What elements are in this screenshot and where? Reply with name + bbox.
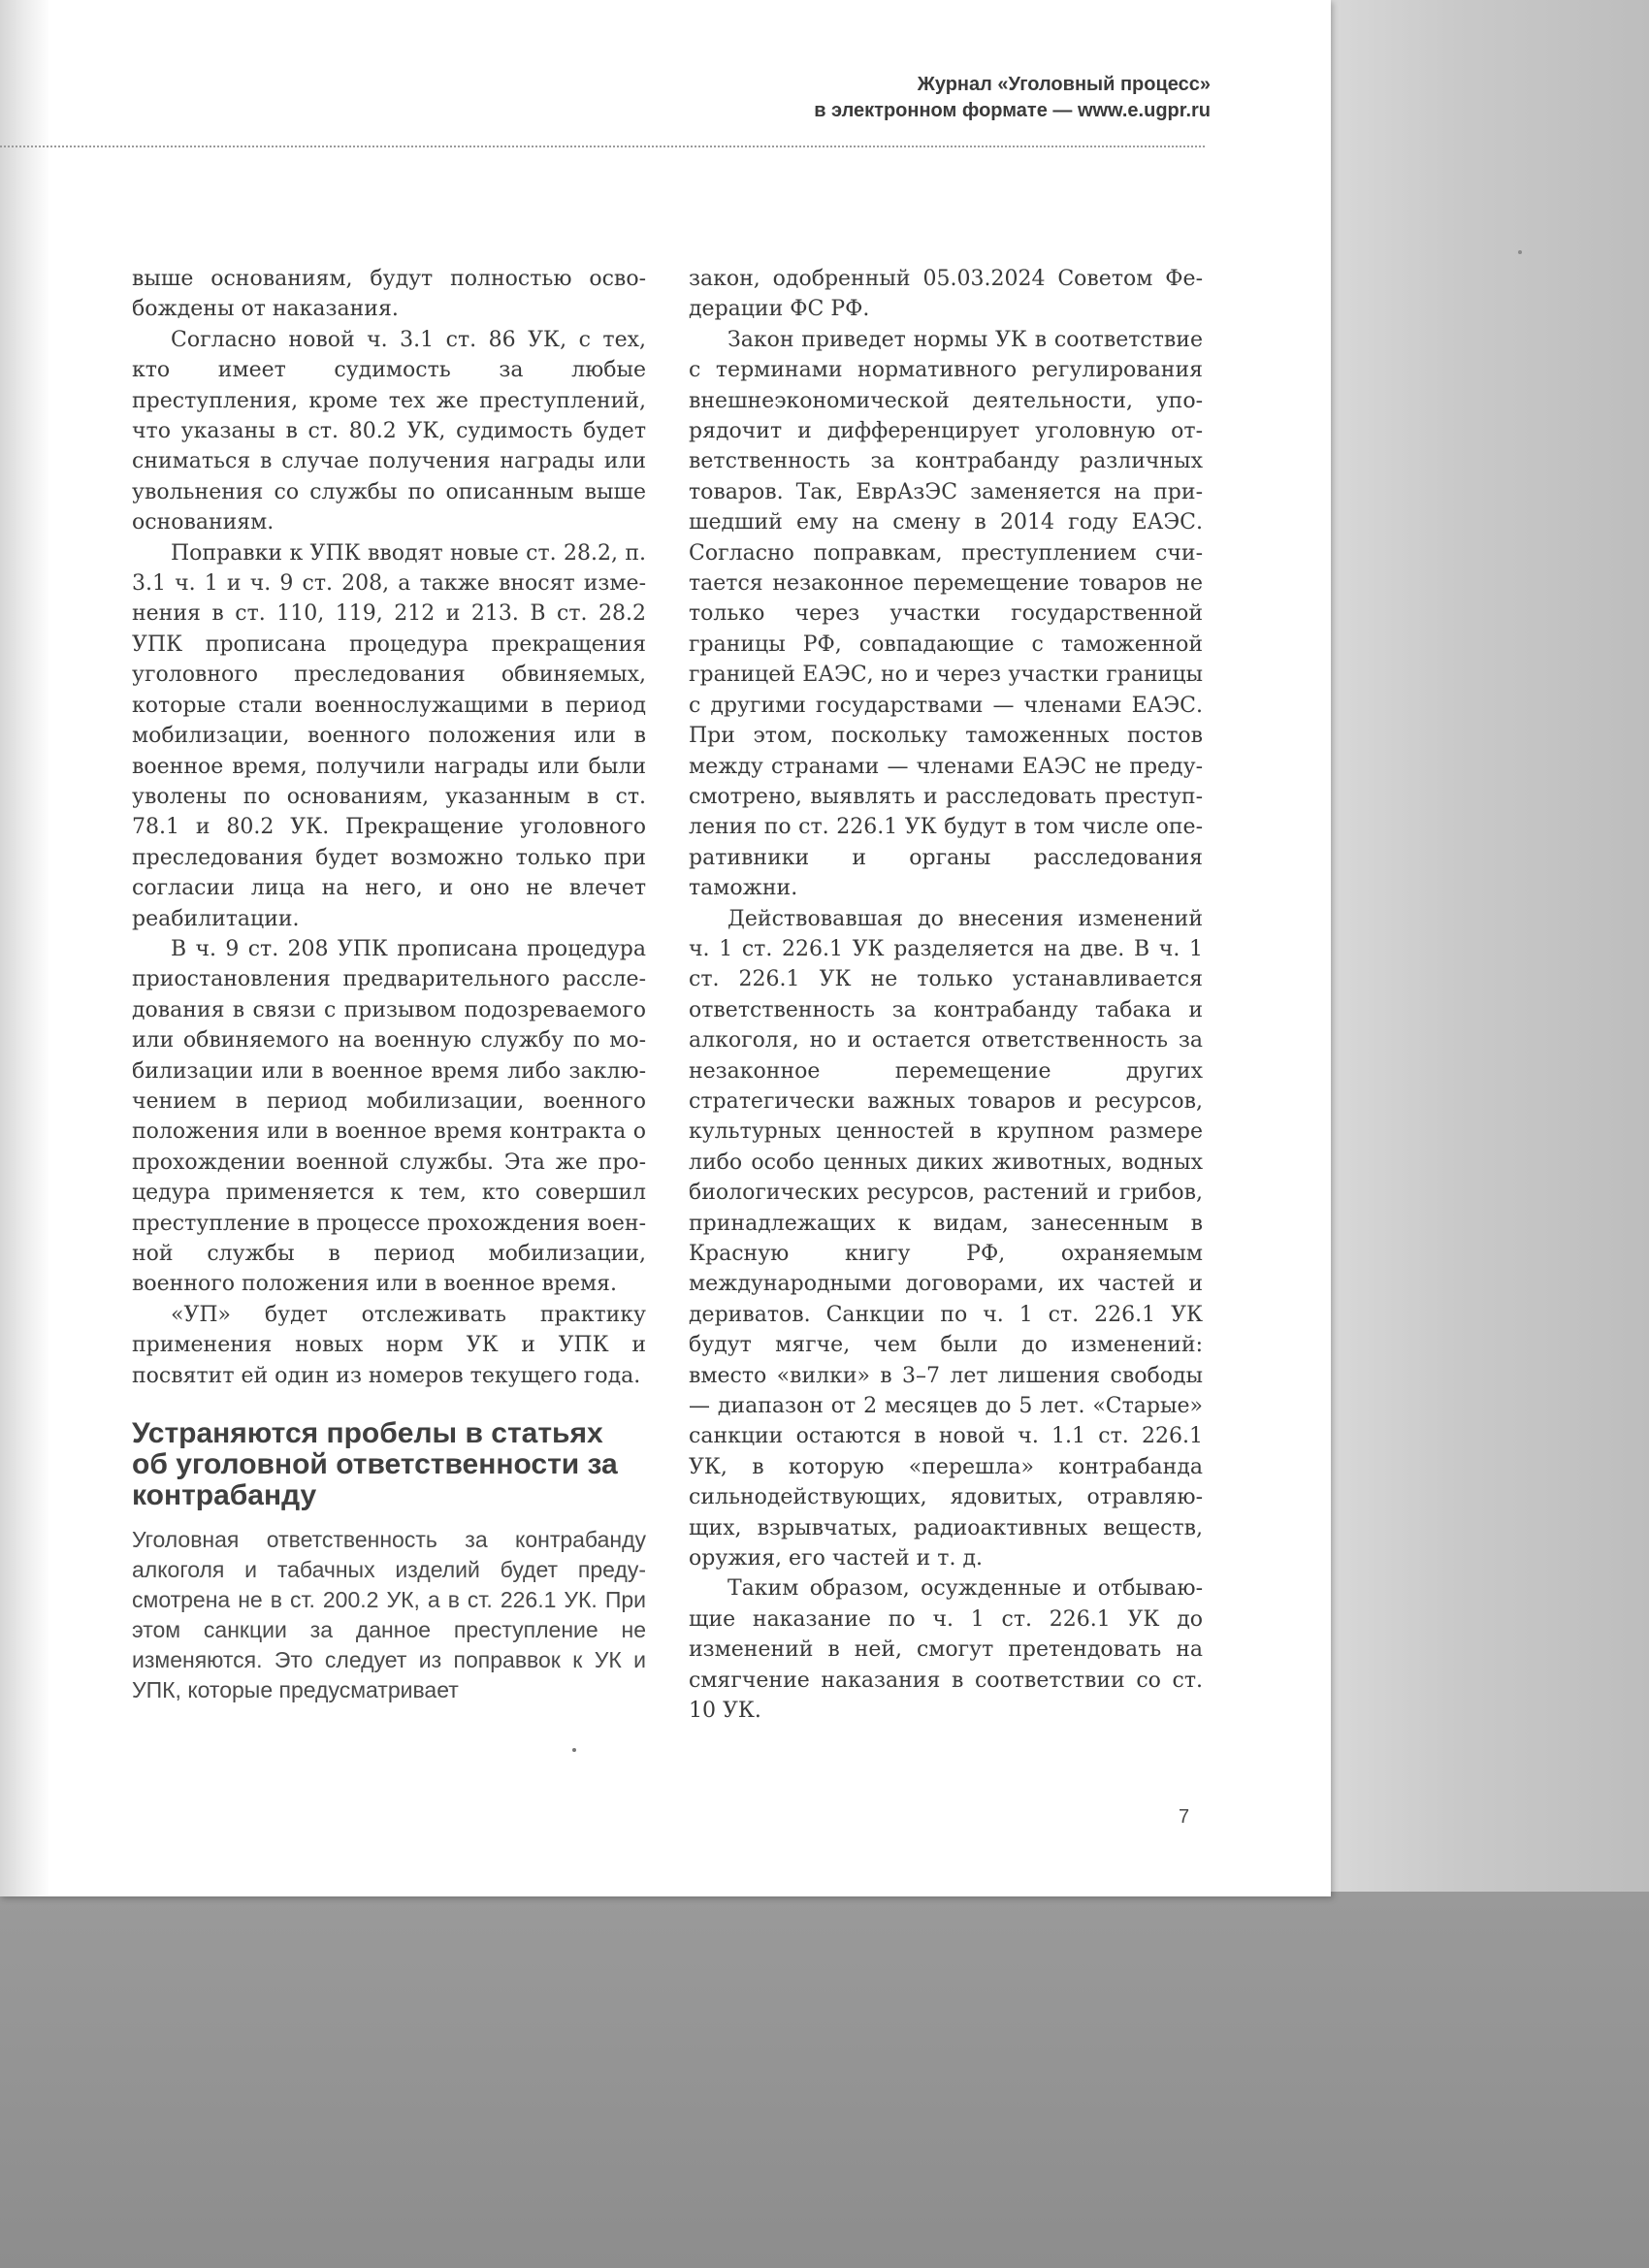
scan-speck: [572, 1748, 576, 1752]
paragraph: Поправки к УПК вводят новые ст. 28.2, п. 3.1 ч. 1 и ч. 9 ст. 208, а также вносят изменения в ст. 110, 119, 212 и 213. В ст. 28.2 УПК прописана процедура прекращения уголовного преследования обвиняемых, которые стали военнослужащими в период мобилизации, военного положения или в военное время, получили награды или были уволены по основаниям, указанным в ст. 78.1 и 80.2 УК. Прекращение уголовного преследования будет возможно только при согласии лица на него, и оно не влечет реабилитации.: [132, 540, 646, 931]
paragraph: Закон приведет нормы УК в соответствие с терминами нормативного регулирования внешнеэкономической деятельности, упорядочит и дифференцирует уголовную ответственность за контрабанду различных товаров. Так, ЕврАзЭС заменяется на пришедший ему на смену в 2014 году ЕАЭС. Согласно поправкам, преступлением считается незаконное перемещение товаров не только через участки государственной границы РФ, совпадающие с таможенной границей ЕАЭС, но и через участки границы с другими государствами — членами ЕАЭС. При этом, поскольку таможенных постов между странами — членами ЕАЭС не предусмотрено, выявлять и расследовать преступления по ст. 226.1 УК будут в том числе оперативники и органы расследования таможни.: [689, 327, 1203, 901]
scanner-background-right: [1329, 0, 1649, 1901]
paragraph: В ч. 9 ст. 208 УПК прописана процедура приостановления предварительного расследования в связи с призывом подозреваемого или обвиняемого на военную службу по мобилизации или в военное время либо заключением в период мобилизации, военного положения или в военное время контракта о прохождении военной службы. Эта же процедура применяется к тем, кто совершил преступление в процессе прохождения военной службы в период мобилизации, военного положения или в военное время.: [132, 936, 646, 1297]
paragraph: Согласно новой ч. 3.1 ст. 86 УК, с тех, кто имеет судимость за любые преступления, кроме тех же преступлений, что указаны в ст. 80.2 УК, судимость будет сниматься в случае получения награды или увольнения со службы по описанным выше основаниям.: [132, 327, 646, 535]
right-column: [689, 264, 1203, 1727]
paragraph: выше основаниям, будут полностью освобождены от наказания.: [132, 267, 646, 322]
paragraph: Действовавшая до внесения изменений ч. 1 ст. 226.1 УК разделяется на две. В ч. 1 ст. 226.1 УК не только устанавливается ответственность за контрабанду табака и алкоголя, но и остается ответственность за незаконное перемещение других стратегически важных товаров и ресурсов, культурных ценностей в крупном размере либо особо ценных диких животных, водных биологических ресурсов, растений и грибов, принадлежащих к видам, занесенным в Красную книгу РФ, охраняемым международными договорами, их частей и дериватов. Санкции по ч. 1 ст. 226.1 УК будут мягче, чем были до изменений: вместо «вилки» в 3–7 лет лишения свободы — диапазон от 2 месяцев до 5 лет. «Старые» санкции остаются в новой ч. 1.1 ст. 226.1 УК, в которую «перешла» контрабанда сильнодействующих, ядовитых, отравляющих, взрывчатых, радиоактивных веществ, оружия, его частей и т. д.: [689, 906, 1203, 1571]
scan-speck: [1518, 250, 1522, 254]
header-divider: [0, 146, 1205, 147]
running-header: [814, 72, 1211, 124]
page-number: 7: [1179, 1806, 1190, 1828]
journal-title: Журнал «Уголовный процесс»: [917, 74, 1211, 95]
left-column: [132, 264, 646, 1705]
scanner-background-bottom: [0, 1892, 1649, 2268]
section-heading: Устраняются пробелы в статьях об уголовной ответственности за контрабанду: [132, 1417, 618, 1512]
spine-shadow: [0, 0, 50, 1896]
paragraph: Таким образом, осужденные и отбывающие наказание по ч. 1 ст. 226.1 УК до изменений в ней, смогут претендовать на смягчение наказания в соответствии со ст. 10 УК.: [689, 1576, 1203, 1724]
paragraph: «УП» будет отслеживать практику применения новых норм УК и УПК и посвятит ей один из номеров текущего года.: [132, 1302, 646, 1388]
lead-paragraph: Уголовная ответственность за контрабанду алкоголя и табачных изделий будет предусмотрена не в ст. 200.2 УК, а в ст. 226.1 УК. При этом санкции за данное преступление не изменяются. Это следует из поправвок к УК и УПК, которые предусматривает: [132, 1527, 646, 1703]
journal-url-line: в электронном формате — www.e.ugpr.ru: [814, 100, 1211, 121]
paragraph: закон, одобренный 05.03.2024 Советом Федерации ФС РФ.: [689, 267, 1203, 322]
